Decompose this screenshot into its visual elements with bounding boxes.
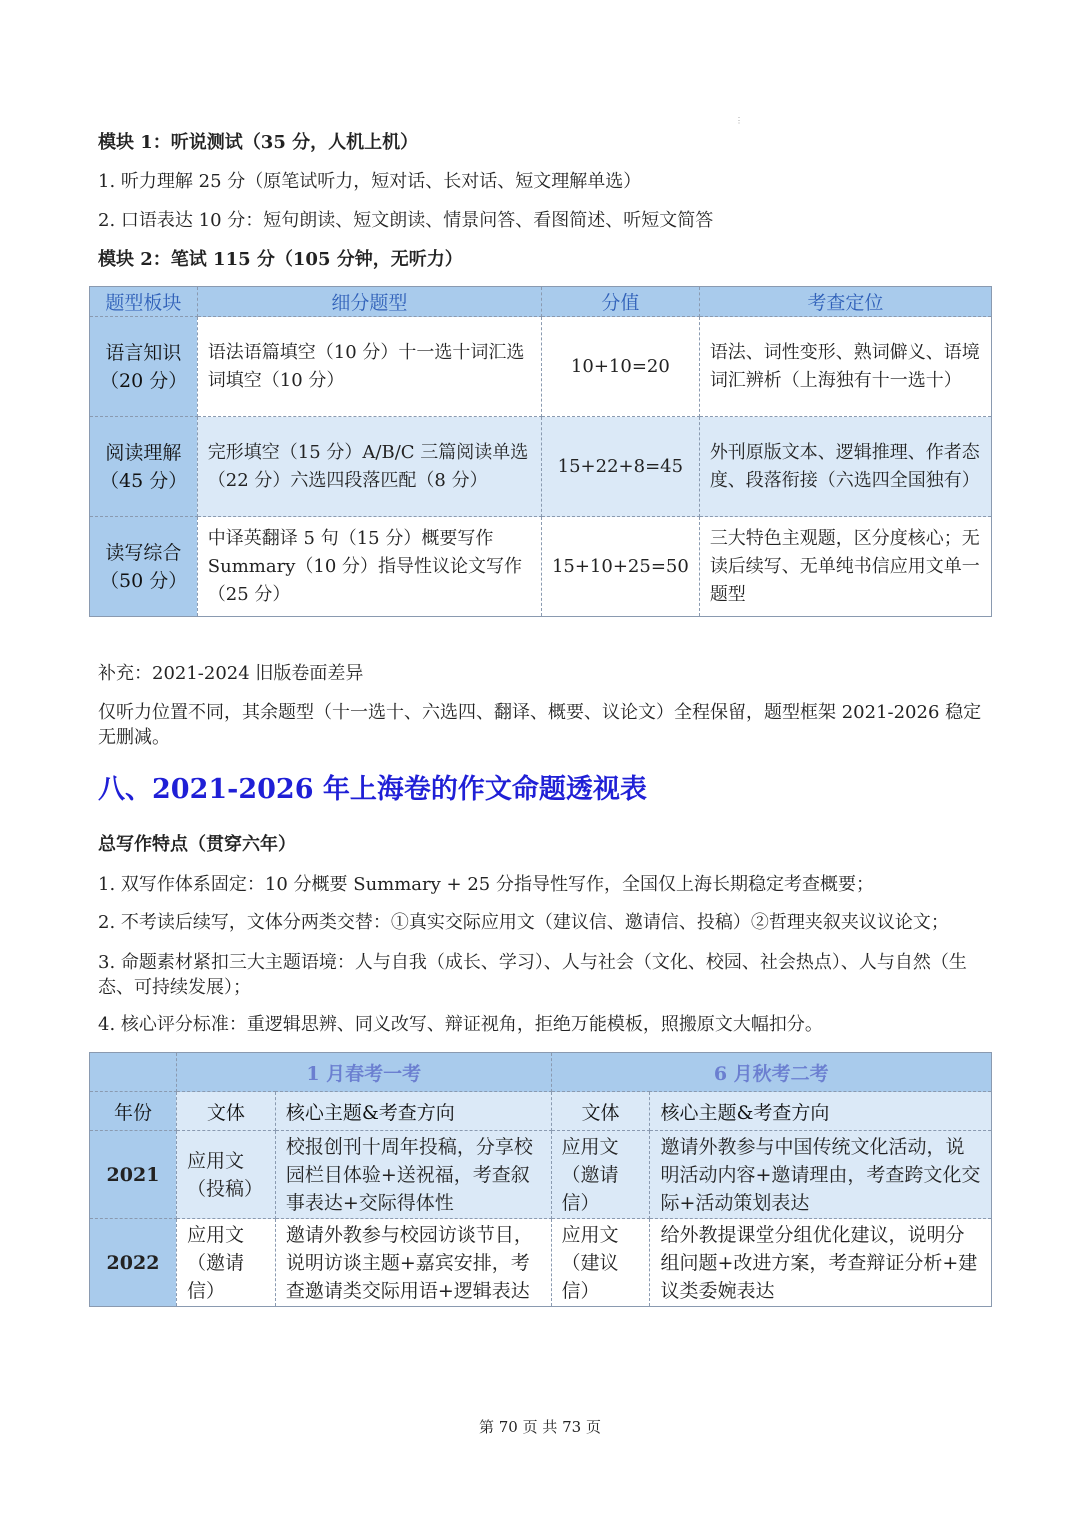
row-focus: 三大特色主观题，区分度核心；无读后续写、无单纯书信应用文单一题型 (699, 517, 991, 617)
row-focus: 语法、词性变形、熟词僻义、语境词汇辨析（上海独有十一选十） (699, 317, 991, 417)
module1-item-1: 1. 听力理解 25 分（原笔试听力，短对话、长对话、短文理解单选） (98, 171, 642, 192)
row-autumn-type: 应用文（邀请信） (551, 1131, 650, 1219)
row-types: 完形填空（15 分）A/B/C 三篇阅读单选（22 分）六选四段落匹配（8 分） (197, 417, 541, 517)
table-row (90, 317, 992, 417)
row-autumn-theme: 给外教提课堂分组优化建议，说明分组问题+改进方案，考查辩证分析+建议类委婉表达 (650, 1219, 992, 1307)
writing-topics-table (89, 1052, 992, 1307)
header-spring-type: 文体 (176, 1092, 275, 1131)
sub-header-row (90, 1092, 992, 1131)
table-row (90, 1219, 992, 1307)
header-autumn-type: 文体 (551, 1092, 650, 1131)
spring-exam-header: 1 月春考一考 (176, 1053, 551, 1092)
feature-item-2: 2. 不考读后续写，文体分两类交替：①真实交际应用文（建议信、邀请信、投稿）②哲理夹叙夹议议论文； (98, 912, 949, 933)
module1-item-2: 2. 口语表达 10 分：短句朗读、短文朗读、情景问答、看图简述、听短文简答 (98, 210, 714, 231)
page-footer: 第 70 页 共 73 页 (478, 1418, 601, 1436)
section-heading: 八、2021-2026 年上海卷的作文命题透视表 (98, 774, 647, 805)
row-category: 语言知识 （20 分） (90, 317, 198, 417)
row-score: 15+22+8=45 (541, 417, 699, 517)
row-types: 语法语篇填空（10 分）十一选十词汇选词填空（10 分） (197, 317, 541, 417)
autumn-exam-header: 6 月秋考二考 (551, 1053, 991, 1092)
feature-item-3: 3. 命题素材紧扣三大主题语境：人与自我（成长、学习）、人与社会（文化、校园、社会热点）、人与自然（生态、可持续发展）； (98, 952, 967, 998)
row-year: 2022 (90, 1219, 177, 1307)
row-spring-theme: 邀请外教参与校园访谈节目，说明访谈主题+嘉宾安排，考查邀请类交际用语+逻辑表达 (275, 1219, 551, 1307)
row-autumn-type: 应用文（建议信） (551, 1219, 650, 1307)
header-year: 年份 (90, 1092, 177, 1131)
group-header-row (90, 1053, 992, 1092)
table-header-row (90, 287, 992, 317)
header-spring-theme: 核心主题&考查方向 (275, 1092, 551, 1131)
row-spring-type: 应用文（投稿） (176, 1131, 275, 1219)
header-category: 题型板块 (90, 287, 198, 317)
table-row (90, 1131, 992, 1219)
row-focus: 外刊原版文本、逻辑推理、作者态度、段落衔接（六选四全国独有） (699, 417, 991, 517)
module2-title: 模块 2：笔试 115 分（105 分钟，无听力） (98, 249, 463, 270)
blank-header (90, 1053, 177, 1092)
header-types: 细分题型 (197, 287, 541, 317)
table-row (90, 417, 992, 517)
exam-structure-table (89, 286, 992, 617)
row-score: 10+10=20 (541, 317, 699, 417)
features-title: 总写作特点（贯穿六年） (98, 834, 296, 855)
row-autumn-theme: 邀请外教参与中国传统文化活动，说明活动内容+邀请理由，考查跨文化交际+活动策划表达 (650, 1131, 992, 1219)
row-types: 中译英翻译 5 句（15 分）概要写作 Summary（10 分）指导性议论文写作（25 分） (197, 517, 541, 617)
supplement-title: 补充：2021-2024 旧版卷面差异 (98, 663, 364, 684)
row-category: 读写综合 （50 分） (90, 517, 198, 617)
supplement-text: 仅听力位置不同，其余题型（十一选十、六选四、翻译、概要、议论文）全程保留，题型框架 2021-2026 稳定无删减。 (98, 702, 982, 748)
feature-item-4: 4. 核心评分标准：重逻辑思辨、同义改写、辩证视角，拒绝万能模板，照搬原文大幅扣分。 (98, 1014, 823, 1035)
header-autumn-theme: 核心主题&考查方向 (650, 1092, 992, 1131)
row-score: 15+10+25=50 (541, 517, 699, 617)
module1-title: 模块 1：听说测试（35 分，人机上机） (98, 132, 419, 153)
row-category: 阅读理解 （45 分） (90, 417, 198, 517)
row-spring-type: 应用文（邀请信） (176, 1219, 275, 1307)
row-year: 2021 (90, 1131, 177, 1219)
row-spring-theme: 校报创刊十周年投稿，分享校园栏目体验+送祝福，考查叙事表达+交际得体性 (275, 1131, 551, 1219)
header-focus: 考查定位 (699, 287, 991, 317)
table-row (90, 517, 992, 617)
feature-item-1: 1. 双写作体系固定：10 分概要 Summary + 25 分指导性写作，全国仅上海长期稳定考查概要； (98, 874, 874, 895)
header-score: 分值 (541, 287, 699, 317)
scan-mark: ⋮ (735, 116, 743, 125)
